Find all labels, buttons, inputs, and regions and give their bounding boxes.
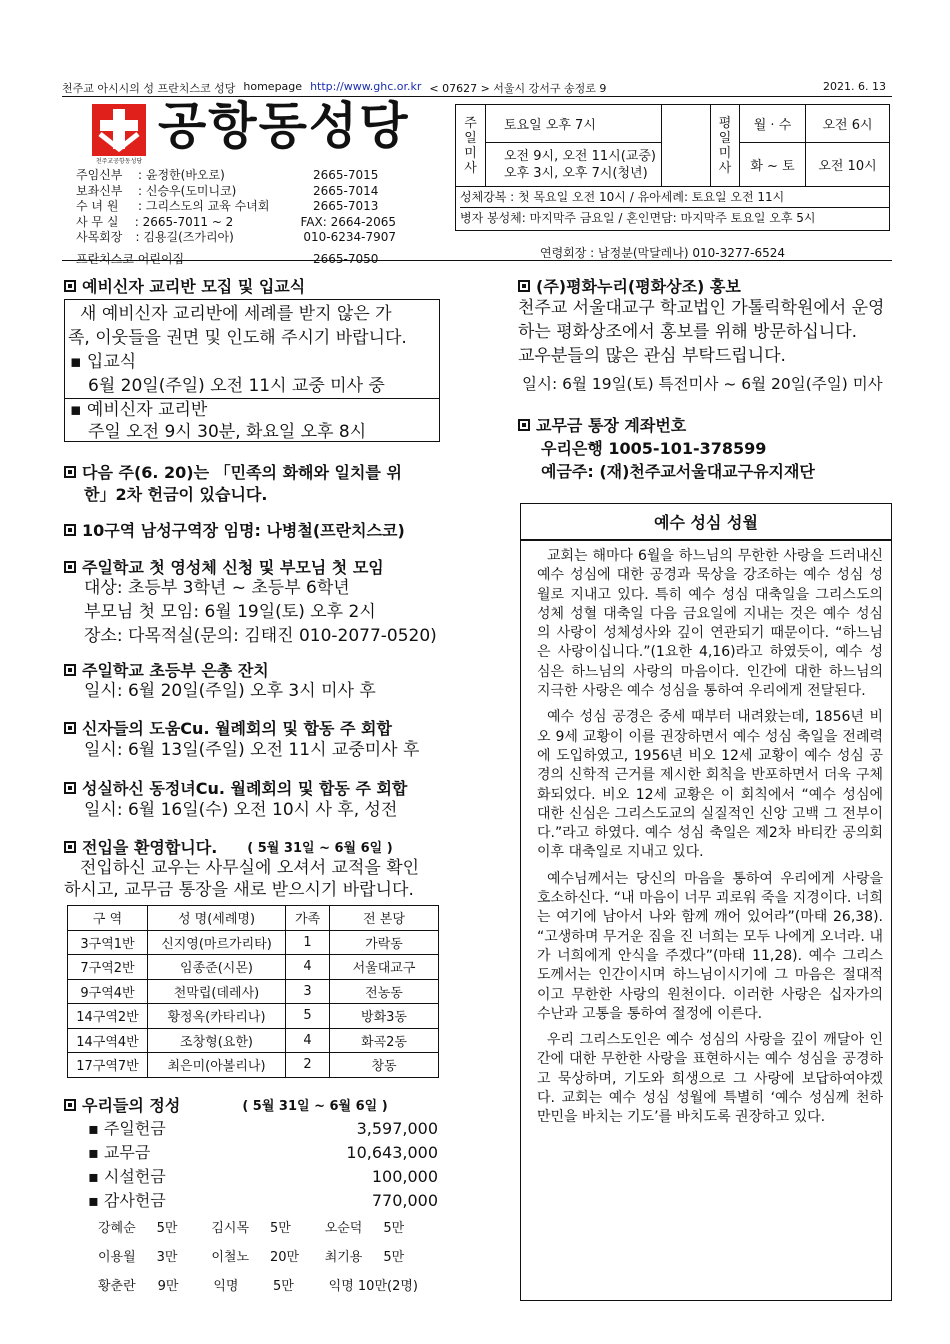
catechumen-class-title: ▪ 예비신자 교리반 bbox=[70, 400, 208, 420]
homepage-label: homepage bbox=[243, 80, 303, 93]
section-legio-meeting-1: 신자들의 도움Cu. 월례회의 및 합동 주 회합 bbox=[64, 716, 392, 739]
table-row: 17구역7반 최은미(아볼리나) 2 창동 bbox=[68, 1053, 439, 1078]
svg-text:천주교공항동성당: 천주교공항동성당 bbox=[95, 158, 143, 164]
section-welcome: 전입을 환영합니다. ( 5월 31일 ~ 6월 6일 ) bbox=[64, 835, 393, 858]
offerings-list bbox=[88, 1117, 438, 1213]
bullet-square-icon bbox=[64, 561, 76, 573]
welcome-body-2: 하시고, 교무금 통장을 새로 받으시기 바랍니다. bbox=[64, 880, 414, 900]
catechumen-body-1: 새 예비신자 교리반에 세례를 받지 않은 가 bbox=[80, 304, 392, 324]
staff-row: 주임신부 : 윤정한(바오로) 2665-7015 bbox=[76, 168, 379, 182]
legio-meeting-1-time: 일시: 6월 13일(주일) 오전 11시 교중미사 후 bbox=[84, 740, 420, 760]
bank-account-number: 우리은행 1005-101-378599 bbox=[541, 439, 767, 458]
weekday-time-1: 오전 6시 bbox=[806, 105, 889, 143]
essay-paragraph: 교회는 해마다 6월을 하느님의 무한한 사랑을 드러내신 예수 성심에 대한 공경과 묵상을 강조하는 예수 성심 성월로 지내고 있다. 특히 예수 성심 대축일을 그리스도의 성체 성혈 대축일 다음 금요일에 지내는 것은 예수 성심의 사랑이 성체성사와 깊이 연관되기 때문이다. “하느님은 사랑이십니다.”(1요한 4,16)라고 하였듯이, 예수 성심은 하느님의 사랑의 마음이다. 인간에 대한 하느님의 지극한 사랑은 예수 성심을 통하여 우리에게 전달된다. bbox=[537, 548, 883, 700]
church-logo-icon bbox=[92, 104, 146, 164]
bullet-square-icon bbox=[518, 419, 530, 431]
list-item: ▪ 교무금 10,643,000 bbox=[88, 1143, 438, 1162]
bullet-square-icon bbox=[64, 841, 76, 853]
sacrament-info: 성체강복 : 첫 목요일 오전 10시 / 유아세례: 토요일 오전 11시 병자 봉성체: 마지막주 금요일 / 혼인면담: 마지막주 토요일 오후 5시 bbox=[456, 187, 889, 228]
section-funeral-service: (주)평화누리(평화상조) 홍보 bbox=[518, 274, 741, 297]
donor-row: 이용월 3만 이철노 20만 최기용 5만 bbox=[98, 1250, 405, 1265]
nursery-row: 프란치스코 어린이집 2665-7050 bbox=[76, 251, 379, 266]
staff-row: 사 무 실 : 2665-7011 ~ 2 FAX: 2664-2065 bbox=[76, 214, 396, 229]
staff-row: 보좌신부 : 신승우(도미니코) 2665-7014 bbox=[76, 183, 379, 198]
funeral-body-3: 교우분들의 많은 관심 부탁드립니다. bbox=[518, 346, 786, 366]
weekday-time-2: 오전 10시 bbox=[806, 143, 889, 187]
welcome-body-1: 전입하신 교우는 사무실에 오셔서 교적을 확인 bbox=[80, 858, 420, 878]
entrance-rite-body: 6월 20일(주일) 오전 11시 교중 미사 중 bbox=[88, 376, 385, 396]
list-item: ▪ 감사헌금 770,000 bbox=[88, 1191, 438, 1210]
section-catechumen: 예비신자 교리반 모집 및 입교식 bbox=[64, 274, 305, 297]
table-row: 14구역2반 황정옥(카타리나) 5 방화3동 bbox=[68, 1004, 439, 1029]
bulletin-date: 2021. 6. 13 bbox=[823, 80, 886, 93]
staff-list bbox=[76, 168, 396, 268]
bank-account-holder: 예금주: (재)천주교서울대교구유지재단 bbox=[541, 462, 815, 481]
bullet-square-icon bbox=[518, 280, 530, 292]
first-communion-place: 장소: 다목적실(문의: 김태진 010-2077-0520) bbox=[84, 626, 437, 646]
section-legio-meeting-2: 성실하신 동정녀Cu. 월례회의 및 합동 주 회합 bbox=[64, 776, 407, 799]
staff-row: 사목회장 : 김용길(즈가리아) 010-6234-7907 bbox=[76, 230, 396, 245]
catechumen-body-2: 족, 이웃들을 권면 및 인도해 주시기 바랍니다. bbox=[68, 328, 407, 348]
essay-paragraph: 우리 그리스도인은 예수 성심의 사랑을 깊이 깨달아 인간에 대한 무한한 사랑을 표현하시는 예수 성심을 공경하고 묵상하며, 기도와 희생으로 그 사랑에 보답하여야겠다. 교회는 예수 성심 성월에 특별히 ‘예수 성심께 천하 만민을 바치는 기도’를 바치도록 권장하고 있다. bbox=[537, 1032, 883, 1126]
staff-row: 수 녀 원 : 그리스도의 교육 수녀회 2665-7013 bbox=[76, 199, 379, 214]
header-top-line bbox=[62, 80, 892, 96]
sunday-times: 오전 9시, 오전 11시(교중) 오후 3시, 오후 7시(청년) bbox=[486, 143, 662, 187]
donor-row: 강혜순 5만 김시목 5만 오순덕 5만 bbox=[98, 1221, 405, 1236]
catechumen-class-body: 주일 오전 9시 30분, 화요일 오후 8시 bbox=[88, 422, 367, 442]
funeral-body-1: 천주교 서울대교구 학교법인 가톨릭학원에서 운영 bbox=[518, 298, 885, 318]
sunday-mass-label: 주 일 미 사 bbox=[456, 105, 486, 187]
mass-schedule bbox=[455, 104, 890, 231]
list-item: ▪ 주일헌금 3,597,000 bbox=[88, 1119, 438, 1138]
section-offerings: 우리들의 정성 ( 5월 31일 ~ 6월 6일 ) bbox=[64, 1093, 388, 1116]
parish-line: 천주교 아시시의 성 프란치스코 성당 bbox=[62, 82, 236, 95]
list-item: ▪ 시설헌금 100,000 bbox=[88, 1167, 438, 1186]
table-header-row: 구 역 성 명(세례명) 가족 전 본당 bbox=[68, 906, 439, 931]
bullet-square-icon bbox=[64, 466, 76, 478]
weekday-day-2: 화 ~ 토 bbox=[740, 143, 806, 187]
grace-party-time: 일시: 6월 20일(주일) 오후 3시 미사 후 bbox=[84, 681, 376, 701]
table-row: 7구역2반 임종준(시몬) 4 서울대교구 bbox=[68, 955, 439, 980]
bullet-square-icon bbox=[64, 664, 76, 676]
first-communion-target: 대상: 초등부 3학년 ~ 초등부 6학년 bbox=[84, 578, 350, 598]
sunday-saturday-time: 토요일 오후 7시 bbox=[486, 105, 662, 143]
weekday-day-1: 월 · 수 bbox=[740, 105, 806, 143]
funeral-time: 일시: 6월 19일(토) 특전미사 ~ 6월 20일(주일) 미사 bbox=[522, 375, 883, 393]
section-second-collection-cont: 한」2차 헌금이 있습니다. bbox=[84, 485, 268, 504]
essay-paragraph: 예수님께서는 당신의 마음을 통하여 우리에게 사랑을 호소하신다. “내 마음이 너무 괴로워 죽을 지경이다. 너희는 여기에 남아서 나와 함께 깨어 있어라”(마태 26,38). “고생하며 무거운 짐을 진 너희는 모두 나에게 오너라. 내가 너희에게 안식을 주겠다”(마태 11,28). 예수 그리스도께서는 인간이시며 하느님이시기에 그 마음은 절대적이고 무한한 사랑의 원천이다. 이러한 사랑은 십자가의 수난과 고통을 통하여 절정에 이른다. bbox=[537, 870, 883, 1022]
bullet-square-icon bbox=[64, 782, 76, 794]
section-appointment: 10구역 남성구역장 임명: 나병철(프란치스코) bbox=[64, 518, 405, 541]
bullet-square-icon bbox=[64, 524, 76, 536]
welcome-table bbox=[67, 905, 439, 1078]
table-row: 9구역4반 천막립(데레사) 3 전농동 bbox=[68, 979, 439, 1004]
page-title: 공항동성당 bbox=[158, 97, 410, 155]
weekday-mass-label: 평 일 미 사 bbox=[710, 105, 740, 187]
funeral-contact: 연령회장 : 남정분(막달레나) 010-3277-6524 bbox=[540, 246, 786, 260]
homepage-link[interactable]: http://www.ghc.or.kr bbox=[310, 80, 422, 93]
donor-row: 황춘란 9만 익명 5만 익명 10만(2명) bbox=[98, 1279, 418, 1294]
donor-list bbox=[98, 1212, 438, 1299]
funeral-body-2: 하는 평화상조에서 홍보를 위해 방문하십니다. bbox=[518, 322, 858, 342]
bullet-square-icon bbox=[64, 280, 76, 292]
table-row: 3구역1반 신지영(마르가리타) 1 가락동 bbox=[68, 930, 439, 955]
section-first-communion: 주일학교 첫 영성체 신청 및 부모님 첫 모임 bbox=[64, 555, 384, 578]
first-communion-meeting: 부모님 첫 모임: 6월 19일(토) 오후 2시 bbox=[84, 602, 376, 622]
address: < 07627 > 서울시 강서구 송정로 9 bbox=[429, 82, 607, 95]
legio-meeting-2-time: 일시: 6월 16일(수) 오전 10시 사 후, 성전 bbox=[84, 800, 398, 820]
essay-title: 예수 성심 성월 bbox=[520, 503, 892, 540]
section-second-collection: 다음 주(6. 20)는 「민족의 화해와 일치를 위 bbox=[64, 460, 402, 483]
section-grace-party: 주일학교 초등부 은총 잔치 bbox=[64, 658, 269, 681]
essay-paragraph: 예수 성심 공경은 중세 때부터 내려왔는데, 1856년 비오 9세 교황이 이를 권장하면서 예수 성심 축일을 전례력에 도입하였고, 1956년 비오 12세 교황이 예수 성심 공경의 신학적 근거를 제시한 회칙을 반포하면서 더욱 구체화되었다. 비오 12세 교황은 이 회칙에서 “예수 성심에 대한 신심은 그리스도교의 실질적인 신앙 고백 그 전부이다.”라고 하였다. 예수 성심 축일은 제2차 바티칸 공의회 이후 대축일로 지내고 있다. bbox=[537, 709, 883, 861]
bullet-square-icon bbox=[64, 722, 76, 734]
section-bank-account: 교무금 통장 계좌번호 bbox=[518, 413, 686, 436]
entrance-rite-title: ▪ 입교식 bbox=[70, 352, 137, 372]
table-row: 14구역4반 조창형(요한) 4 화곡2동 bbox=[68, 1028, 439, 1053]
essay-body bbox=[520, 540, 892, 1301]
spacer bbox=[662, 105, 710, 187]
bullet-square-icon bbox=[64, 1099, 76, 1111]
